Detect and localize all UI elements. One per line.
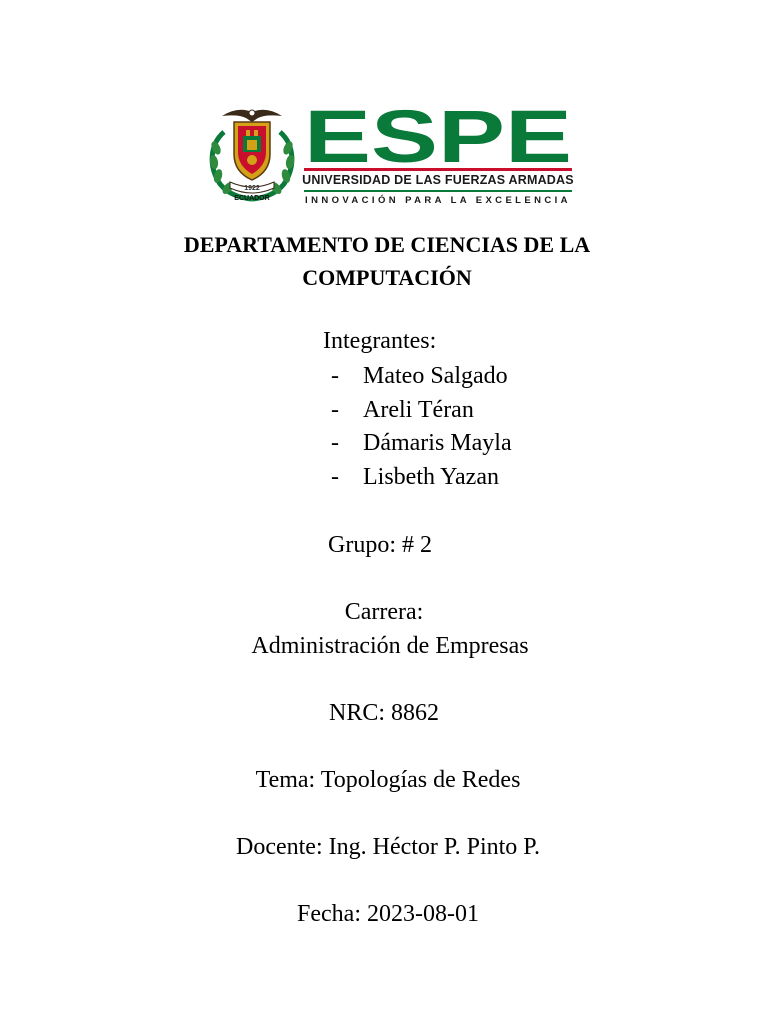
- members-list: [331, 360, 512, 494]
- brand-subtitle: UNIVERSIDAD DE LAS FUERZAS ARMADAS: [302, 173, 574, 187]
- date: Fecha: 2023-08-01: [297, 901, 479, 927]
- department-title: [100, 228, 674, 294]
- members-heading: Integrantes:: [323, 328, 437, 354]
- wordmark-text: ESPE: [304, 106, 572, 168]
- list-bullet: -: [331, 363, 339, 389]
- list-item: [331, 461, 512, 495]
- list-item: [331, 427, 512, 461]
- list-bullet: -: [331, 396, 339, 423]
- department-title-line-1: DEPARTAMENTO DE CIENCIAS DE LA: [183, 232, 591, 257]
- member-name: Dámaris Mayla: [363, 430, 512, 456]
- topic: Tema: Topologías de Redes: [255, 767, 521, 793]
- member-name: Areli Téran: [363, 396, 474, 423]
- group-number: Grupo: # 2: [328, 532, 432, 558]
- university-logo: [204, 104, 576, 210]
- list-item: [331, 360, 512, 394]
- member-name: Lisbeth Yazan: [363, 463, 499, 490]
- nrc-code: NRC: 8862: [328, 700, 439, 726]
- brand-divider-green: [304, 190, 572, 192]
- brand-tagline: INNOVACIÓN PARA LA EXCELENCIA: [305, 195, 571, 206]
- crest-year: 1922: [244, 185, 260, 192]
- crest-country: ECUADOR: [234, 195, 270, 202]
- career-value: Administración de Empresas: [251, 633, 529, 659]
- espe-wordmark: [302, 106, 574, 168]
- list-bullet: -: [331, 463, 339, 490]
- list-bullet: -: [331, 430, 339, 456]
- member-name: Mateo Salgado: [363, 363, 508, 389]
- department-title-line-2: COMPUTACIÓN: [302, 265, 472, 290]
- list-item: [331, 394, 512, 428]
- career-label: Carrera:: [344, 599, 424, 625]
- teacher: Docente: Ing. Héctor P. Pinto P.: [236, 834, 540, 860]
- espe-brand: [302, 106, 574, 210]
- brand-divider-red: [304, 168, 572, 171]
